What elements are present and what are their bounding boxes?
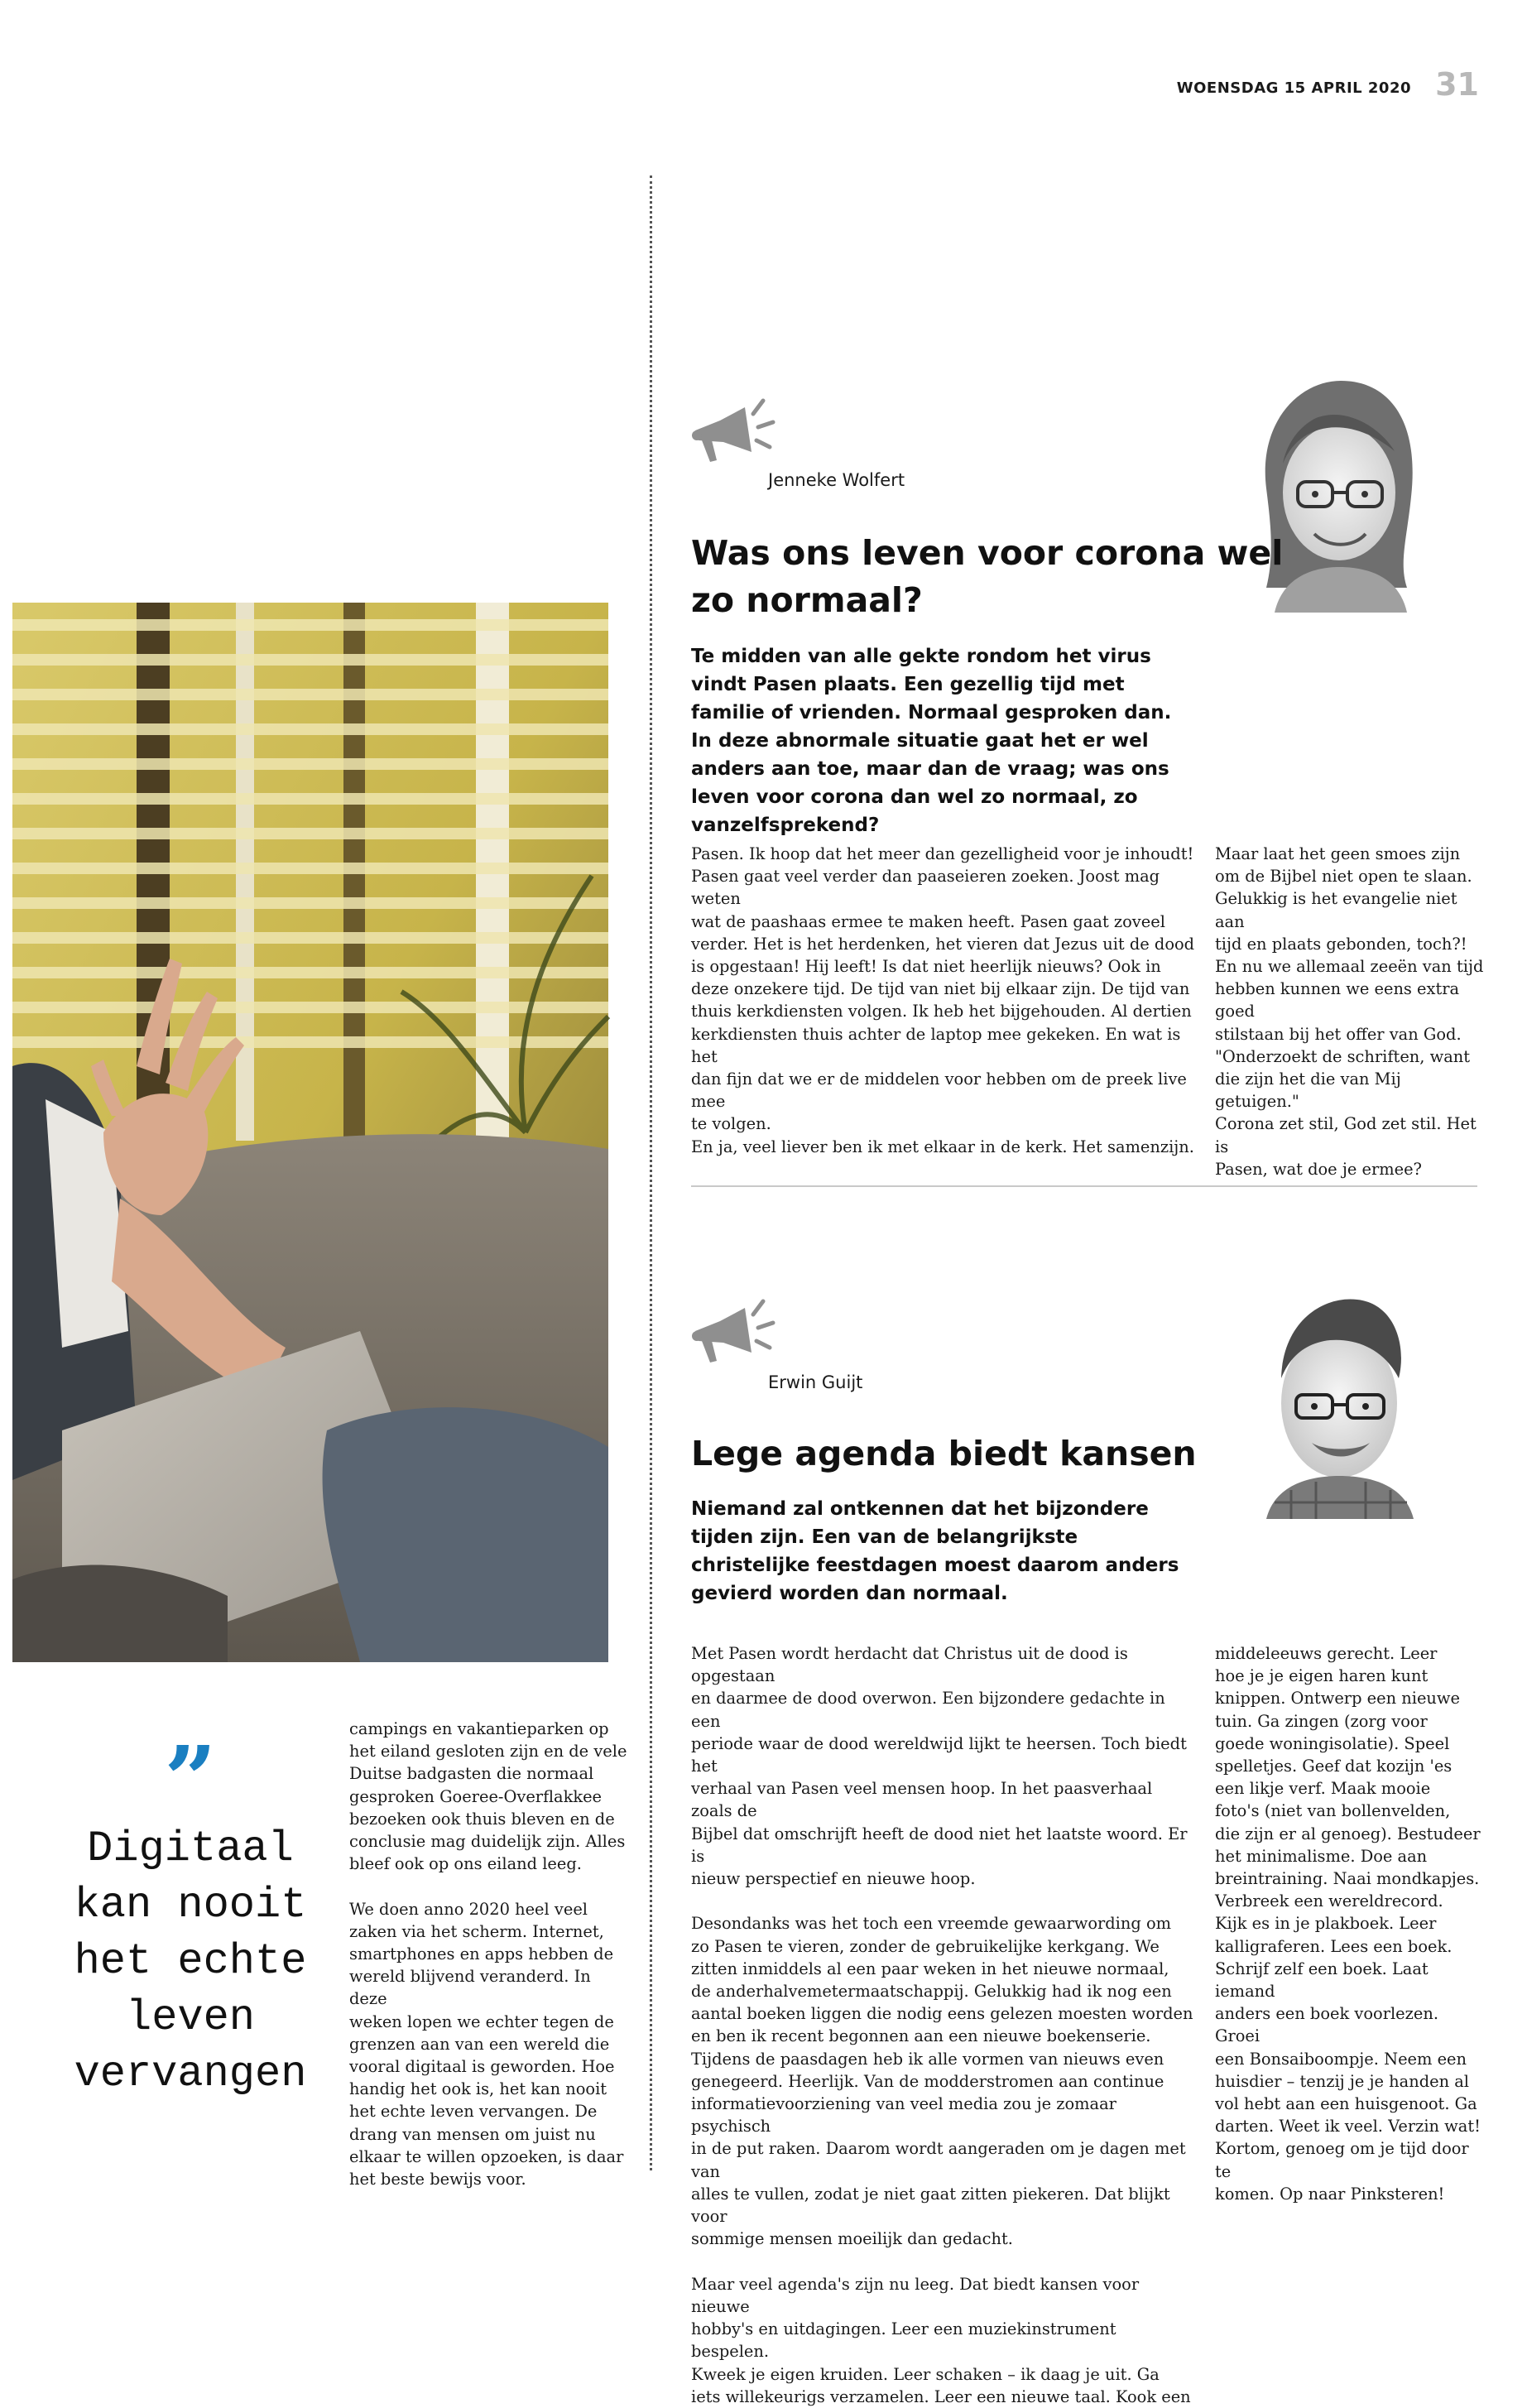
article-body-column: Pasen. Ik hoop dat het meer dan gezelligheid voor je inhoudt! Pasen gaat veel verder dan paaseieren zoeken. Joost mag weten wat de paashaas ermee te maken heeft. Pasen gaat zoveel verder. Het is het herdenken, het vieren dat Jezus uit de dood is opgestaan! Hij leeft! Is dat niet heerlijk nieuws? Ook in deze onzekere tijd. De tijd van niet bij elkaar zijn. De tijd van thuis kerkdiensten volgen. Ik heb het bijgehouden. Al dertien kerkdiensten thuis achter de laptop mee gekeken. En wat is het dan fijn dat we er de middelen voor hebben om de preek live mee te volgen. En ja, veel liever ben ik met elkaar in de kerk. Het samenzijn. — [691, 844, 1195, 1156]
page-number: 31 — [1435, 66, 1479, 103]
author-name: Erwin Guijt — [768, 1372, 863, 1392]
article-title: Lege agenda biedt kansen — [691, 1434, 1197, 1473]
article-body-column: Maar laat het geen smoes zijn om de Bijbel niet open te slaan. Gelukkig is het evangelie niet aan tijd en plaats gebonden, toch?! En nu we allemaal zeeën van tijd hebben kunnen we eens extra goed stilstaan bij het offer van God. "Onderzoekt de schriften, want die zijn het die van Mij getuigen." Corona zet stil, God zet stil. Het is Pasen, wat doe je ermee? — [1215, 844, 1484, 1179]
quote-mark-icon: ” — [164, 1726, 217, 1833]
article-photo — [12, 603, 608, 1662]
megaphone-icon — [687, 1290, 778, 1372]
author-portrait — [1241, 1279, 1432, 1519]
article-intro: Te midden van alle gekte rondom het virus vindt Pasen plaats. Een gezellig tijd met familie of vrienden. Normaal gesproken dan. In deze abnormale situatie gaat het er wel anders aan toe, maar dan de vraag; was ons leven voor corona dan wel zo normaal, zo vanzelfsprekend? — [691, 646, 1172, 836]
header-date: WOENSDAG 15 APRIL 2020 — [1176, 79, 1411, 97]
article-title: Was ons leven voor corona wel zo normaal? — [691, 533, 1284, 620]
article-separator — [691, 1185, 1477, 1187]
megaphone-icon — [687, 389, 778, 472]
column-divider — [650, 175, 652, 2170]
article-body-column: campings en vakantieparken op het eiland gesloten zijn en de vele Duitse badgasten die normaal gesproken Goeree-Overflakkee bezoeken ook thuis bleven en de conclusie mag duidelijk zijn. Alles bleef ook op ons eiland leeg. We doen anno 2020 heel veel zaken via het scherm. Internet, smartphones en apps hebben de wereld blijvend veranderd. In deze weken lopen we echter tegen de grenzen aan van een wereld die vooral digitaal is geworden. Hoe handig het ook is, het kan nooit het echte leven vervangen. De drang van mensen om juist nu elkaar te willen opzoeken, is daar het beste bewijs voor. — [349, 1719, 627, 2189]
article-body-column: Met Pasen wordt herdacht dat Christus uit de dood is opgestaan en daarmee de dood overwon. Een bijzondere gedachte in een periode waar de dood wereldwijd lijkt te heersen. Toch biedt het verhaal van Pasen veel mensen hoop. In het paasverhaal zoals de Bijbel dat omschrijft heeft de dood niet het laatste woord. Er is nieuw perspectief en nieuwe hoop. Desondanks was het toch een vreemde gewaarwording om zo Pasen te vieren, zonder de gebruikelijke kerkgang. We zitten inmiddels al een paar weken in het nieuwe normaal, de anderhalvemetermaatschappij. Gelukkig had ik nog een aantal boeken liggen die nodig eens gelezen moesten worden en ben ik recent begonnen aan een nieuwe boekenserie. Tijdens de paasdagen heb ik alle vormen van nieuws even genegeerd. Heerlijk. Van de modderstromen aan continue informatievoorziening van veel media zou je zomaar psychisch in de put raken. Daarom wordt aangeraden om je dagen met van alles te vullen, zodat je niet gaat zitten piekeren. Dat blijkt voor sommige mensen moeilijk dan gedacht. Maar veel agenda's zijn nu leeg. Dat biedt kansen voor nieuwe hobby's en uitdagingen. Leer een muziekinstrument bespelen. Kweek je eigen kruiden. Leer schaken – ik daag je uit. Ga iets willekeurigs verzamelen. Leer een nieuwe taal. Kook een — [691, 1644, 1193, 2406]
pull-quote: Digitaal kan nooit het echte leven vervangen — [74, 1824, 307, 2098]
author-name: Jenneke Wolfert — [768, 470, 905, 490]
article-intro: Niemand zal ontkennen dat het bijzondere tijden zijn. Een van de belangrijkste christelijke feestdagen moest daarom anders gevierd worden dan normaal. — [691, 1498, 1179, 1604]
article-body-column: middeleeuws gerecht. Leer hoe je je eigen haren kunt knippen. Ontwerp een nieuwe tuin. Ga zingen (zorg voor goede woningisolatie). Speel spelletjes. Geef dat kozijn 'es een likje verf. Maak mooie foto's (niet van bollenvelden, die zijn er al genoeg). Bestudeer het minimalisme. Doe aan breintraining. Naai mondkapjes. Verbreek een wereldrecord. Kijk es in je plakboek. Leer kalligraferen. Lees een boek. Schrijf zelf een boek. Laat iemand anders een boek voorlezen. Groei een Bonsaiboompje. Neem een huisdier – tenzij je je handen al vol hebt aan een huisgenoot. Ga darten. Weet ik veel. Verzin wat! Kortom, genoeg om je tijd door te komen. Op naar Pinksteren! — [1215, 1644, 1481, 2204]
